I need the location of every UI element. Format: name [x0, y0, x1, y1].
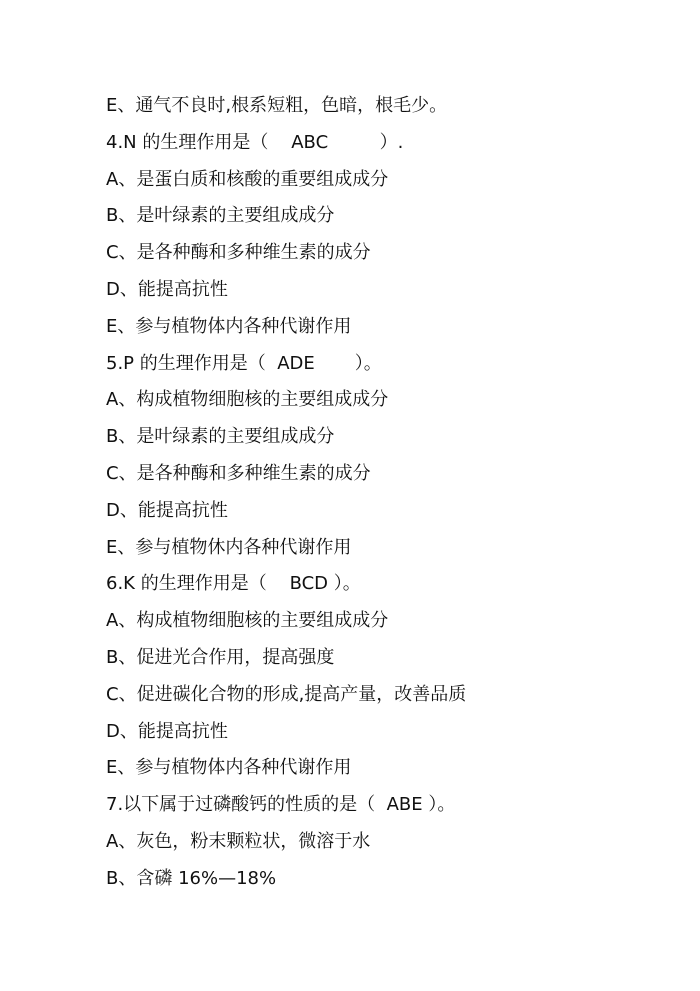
- question-5-option-d: D、能提高抗性: [106, 499, 228, 521]
- question-4-option-c: C、是各种酶和多种维生素的成分: [106, 242, 371, 264]
- question-5-option-c: C、是各种酶和多种维生素的成分: [106, 462, 371, 484]
- question-7-option-b: B、含磷 16%—18%: [106, 867, 277, 889]
- question-7-stem: 7.以下属于过磷酸钙的性质的是（ ABE ）。: [106, 794, 456, 816]
- question-5-stem: 5.P 的生理作用是（ ADE ）。: [106, 352, 382, 374]
- question-5-option-a: A、构成植物细胞核的主要组成成分: [106, 389, 389, 411]
- question-6-option-a: A、构成植物细胞核的主要组成成分: [106, 610, 389, 632]
- question-6-stem: 6.K 的生理作用是（ BCD ）。: [106, 573, 361, 595]
- question-4-stem: 4.N 的生理作用是（ ABC ）.: [106, 131, 404, 153]
- question-7-option-a: A、灰色，粉末颗粒状，微溶于水: [106, 830, 371, 852]
- question-6-option-d: D、能提高抗性: [106, 720, 228, 742]
- question-6-option-e: E、参与植物体内各种代谢作用: [106, 757, 352, 779]
- question-5-option-b: B、是叶绿素的主要组成成分: [106, 426, 335, 448]
- question-6-option-c: C、促进碳化合物的形成,提高产量，改善品质: [106, 683, 467, 705]
- question-5-option-e: E、参与植物休内各种代谢作用: [106, 536, 352, 558]
- question-4-option-e: E、参与植物体内各种代谢作用: [106, 315, 352, 337]
- question-4-option-d: D、能提高抗性: [106, 278, 228, 300]
- question-4-option-a: A、是蛋白质和核酸的重要组成成分: [106, 168, 389, 190]
- document-text-block: [106, 88, 686, 898]
- question-6-option-b: B、促进光合作用，提高强度: [106, 646, 335, 668]
- question-4-option-b: B、是叶绿素的主要组成成分: [106, 205, 335, 227]
- text-line: E、通气不良时,根系短粗，色暗，根毛少。: [106, 95, 448, 116]
